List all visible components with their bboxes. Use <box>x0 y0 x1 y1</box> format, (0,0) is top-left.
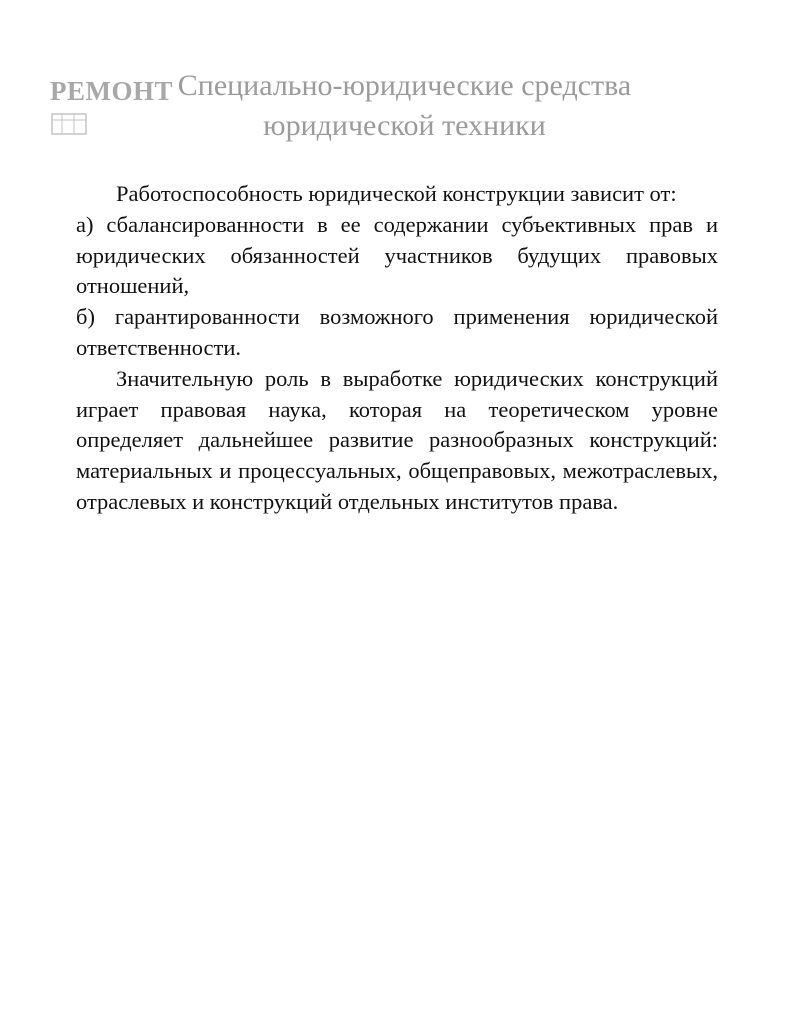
slide-title-line-2: юридической техники <box>263 109 546 142</box>
paragraph-legal-science: Значительную роль в выработке юридических конструкций играет правовая наука, которая на теоретическом уровне определяет дальнейшее развитие разнообразных конструкций: материальных и процессуальных, общеправовых, межотраслевых, отраслевых и конструкций отдельных институтов права. <box>76 365 718 514</box>
watermark-logo-text: РЕМОНТ <box>50 76 173 106</box>
paragraph-item-b: б) гарантированности возможного применения юридической ответственности. <box>76 304 718 360</box>
paragraph-item-a: а) сбалансированности в ее содержании субъективных прав и юридических обязанностей участников будущих правовых отношений, <box>76 211 718 299</box>
slide-title-line-1: Специально-юридические средства <box>177 69 632 102</box>
slide-body <box>76 179 718 518</box>
paragraph-intro: Работоспособность юридической конструкции зависит от: <box>116 181 677 206</box>
slide-title <box>0 66 791 146</box>
